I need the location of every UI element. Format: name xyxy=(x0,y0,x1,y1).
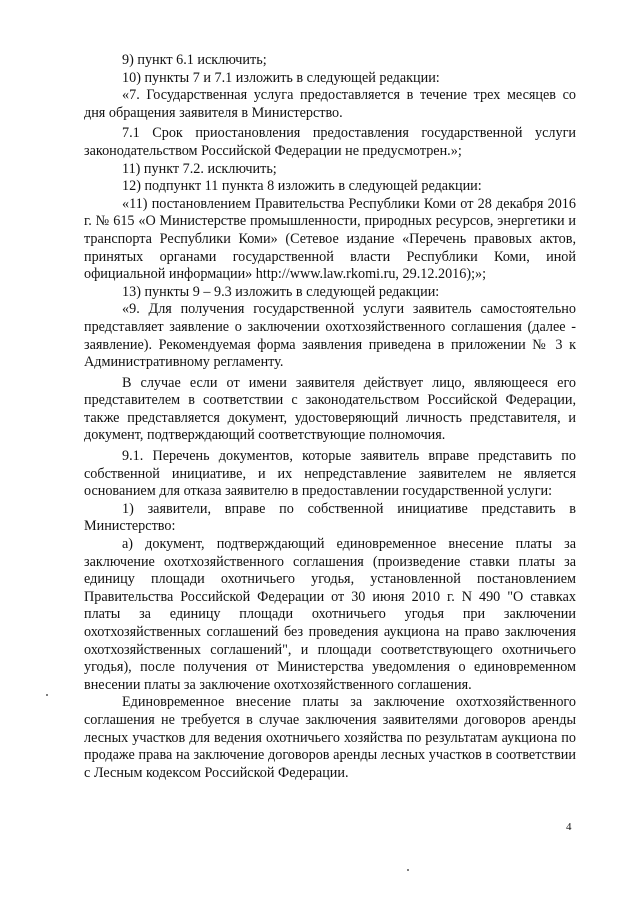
scan-speck xyxy=(407,869,409,871)
paragraph-item-11: 11) пункт 7.2. исключить; xyxy=(122,160,277,177)
paragraph-item-10-intro: 10) пункты 7 и 7.1 изложить в следующей редакции: xyxy=(122,69,440,86)
paragraph-subitem-1: 1) заявители, вправе по собственной инициативе представить в Министерство: xyxy=(84,500,576,535)
paragraph-clause-9-1: 9.1. Перечень документов, которые заявитель вправе представить по собственной инициативе, и их непредставление заявителем не является основанием для отказа заявителю в предоставлении государственной услуги: xyxy=(84,448,576,500)
paragraph-subitem-11: «11) постановлением Правительства Республики Коми от 28 декабря 2016 г. № 615 «О Министерстве промышленности, природных ресурсов, энергетики и транспорта Республики Коми» (Сетевое издание «Перечень правовых актов, принятых органами государственной власти Республики Коми, иной официальной информации» http://www.law.rkomi.ru, 29.12.2016);»; xyxy=(84,195,576,283)
scan-speck xyxy=(46,694,48,696)
page-number: 4 xyxy=(566,821,572,833)
paragraph-clause-7: «7. Государственная услуга предоставляется в течение трех месяцев со дня обращения заявителя в Министерство. xyxy=(84,87,576,121)
document-body xyxy=(84,52,576,782)
paragraph-clause-7-1: 7.1 Срок приостановления предоставления государственной услуги законодательством Российской Федерации не предусмотрен.»; xyxy=(84,125,576,159)
paragraph-item-12-intro: 12) подпункт 11 пункта 8 изложить в следующей редакции: xyxy=(122,178,482,195)
paragraph-representative: В случае если от имени заявителя действует лицо, являющееся его представителем в соответствии с законодательством Российской Федерации, также представляется документ, удостоверяющий личность представителя, и документ, подтверждающий соответствующие полномочия. xyxy=(84,374,576,444)
paragraph-clause-9: «9. Для получения государственной услуги заявитель самостоятельно представляет заявление о заключении охотхозяйственного соглашения (далее - заявление). Рекомендуемая форма заявления приведена в приложении № 3 к Административному регламенту. xyxy=(84,301,576,371)
paragraph-subitem-a: а) документ, подтверждающий единовременное внесение платы за заключение охотхозяйственного соглашения (произведение ставки платы за единицу площади охотничьего угодья, установленной постановлением Правительства Российской Федерации от 30 июня 2010 г. N 490 "О ставках платы за единицу площади охотничьего угодья при заключении охотхозяйственных соглашений без проведения аукциона на право заключения охотхозяйственных соглашений", и площади соответствующего охотничьего угодья), после получения от Министерства уведомления о единовременном внесении платы за заключение охотхозяйственного соглашения. xyxy=(84,536,576,693)
paragraph-item-13-intro: 13) пункты 9 – 9.3 изложить в следующей редакции: xyxy=(122,283,440,300)
paragraph-one-time-fee: Единовременное внесение платы за заключение охотхозяйственного соглашения не требуется в случае заключения заявителями договоров аренды лесных участков для ведения охотничьего хозяйства по результатам аукциона по продаже права на заключение договоров аренды лесных участков в соответствии с Лесным кодексом Российской Федерации. xyxy=(84,694,576,781)
paragraph-item-9-delete: 9) пункт 6.1 исключить; xyxy=(122,52,267,68)
